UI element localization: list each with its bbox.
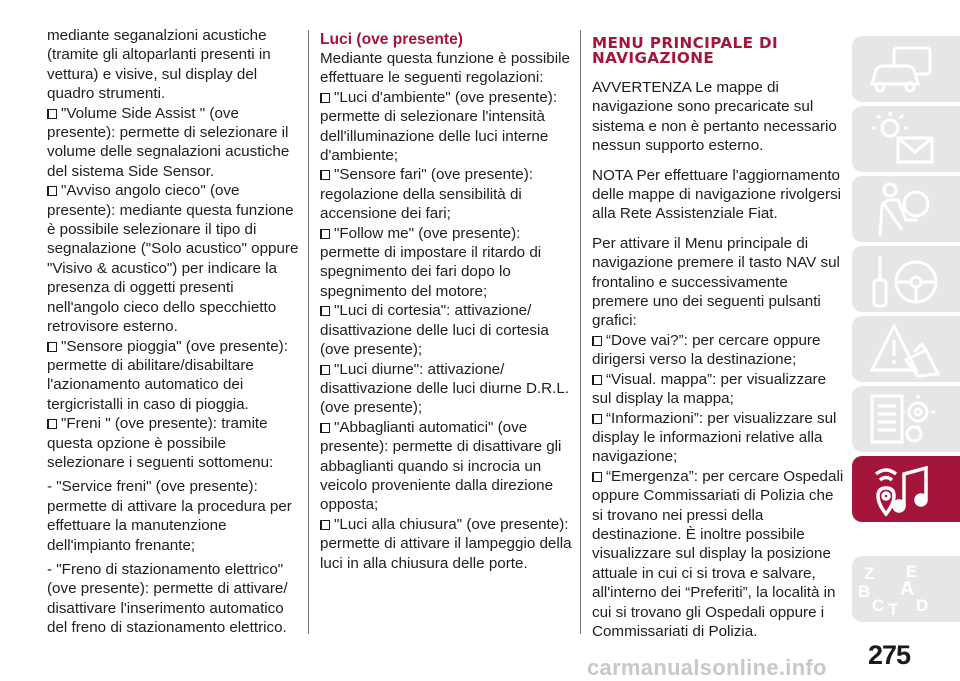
bullet-square-icon <box>320 423 330 433</box>
seatbelt-airbag-icon <box>866 180 946 240</box>
bullet-square-icon <box>592 472 602 482</box>
paragraph: - "Freno di stazionamento elettrico" (ove presente): permette di attivare/ disattivare l'inserimento automatico del freno di stazionamento elettrico. <box>47 560 288 637</box>
paragraph: - "Service freni" (ove presente): permette di attivare la procedura per effettuare la manutenzione dell'impianto frenante; <box>47 478 292 554</box>
section-heading: MENU PRINCIPALE DI NAVIGAZIONE <box>592 34 779 67</box>
page-number: 275 <box>868 640 911 670</box>
index-letter: B <box>858 582 871 601</box>
sidebar-tab-key-steering-wheel[interactable] <box>852 246 960 312</box>
maintenance-gears-icon <box>866 390 946 450</box>
footer-watermark[interactable]: carmanualsonline.info <box>587 655 827 680</box>
bullet-square-icon <box>592 336 602 346</box>
bullet-item: "Follow me" (ove presente): permette di impostare il ritardo di spegnimento dei fari dopo lo spegnimento del motore; <box>320 224 542 300</box>
index-letter: C <box>872 596 885 615</box>
warning-paragraph: AVVERTENZA Le mappe di navigazione sono precaricate sul sistema e non è pertanto necessario nessun supporto esterno. <box>592 79 837 155</box>
warning-lights-icon <box>866 110 946 170</box>
bullet-square-icon <box>592 375 602 385</box>
bullet-item: “Visual. mappa”: per visualizzare sul display la mappa; <box>592 370 827 408</box>
bullet-item: "Luci alla chiusura" (ove presente): permette di attivare il lampeggio della luci in alla chiusura delle porte. <box>320 515 572 572</box>
section-heading: Luci (ove presente) <box>320 31 463 48</box>
bullet-item: "Sensore pioggia" (ove presente): permette di abilitare/disabiltare l'azionamento automatico dei tergicristalli in caso di pioggia. <box>47 337 288 413</box>
bullet-item: "Freni " (ove presente): tramite questa opzione è possibile selezionare i seguenti sottomenu: <box>47 415 274 471</box>
paragraph: Mediante questa funzione è possibile effettuare le seguenti regolazioni: <box>320 50 570 87</box>
bullet-item: "Avviso angolo cieco" (ove presente): mediante questa funzione è possibile selezionare il tipo di segnalazione ("Solo acustico" oppure "Visivo & acustico") per indicare la presenza di oggetti presenti nell'angolo cieco dello specchietto retrovisore esterno. <box>47 182 299 336</box>
bullet-item: "Abbaglianti automatici" (ove presente): permette di disattivare gli abbaglianti quando si incrocia un veicolo proveniente dalla direzione opposta; <box>320 418 562 514</box>
column-divider <box>308 30 309 634</box>
paragraph: Per attivare il Menu principale di navigazione premere il tasto NAV sul frontalino e successivamente premere uno dei seguenti pulsanti grafici: <box>592 234 840 330</box>
sidebar-tab-multimedia-navigation[interactable] <box>852 456 960 522</box>
index-letter: T <box>888 600 899 619</box>
bullet-item: “Emergenza”: per cercare Ospedali oppure Commissariati di Polizia che si trovano nei pressi della destinazione. È inoltre possibile visualizzare sul display la posizione attuale in cui ci si trova e salvare, all'interno dei “Preferiti”, la località in cui si trovano gli Ospedali oppure i Commissariati di Polizia. <box>592 467 844 640</box>
sidebar-tab-seatbelt-airbag[interactable] <box>852 176 960 242</box>
paragraph: mediante seganalzioni acustiche (tramite gli altoparlanti presenti in vettura) e visive, sul display del quadro strumenti. <box>47 27 271 103</box>
column-divider <box>580 30 581 634</box>
bullet-square-icon <box>320 306 330 316</box>
sidebar-tab-warning-lights[interactable] <box>852 106 960 172</box>
bullet-square-icon <box>320 365 330 375</box>
index-letter: Z <box>864 564 875 583</box>
sidebar-tab-maintenance[interactable] <box>852 386 960 452</box>
key-steering-wheel-icon <box>866 250 946 310</box>
bullet-square-icon <box>320 229 330 239</box>
bullet-square-icon <box>320 520 330 530</box>
bullet-square-icon <box>47 109 57 119</box>
sidebar-tab-car-info[interactable] <box>852 36 960 102</box>
bullet-square-icon <box>320 93 330 103</box>
bullet-item: “Informazioni”: per visualizzare sul display le informazioni relative alla navigazione; <box>592 409 837 466</box>
bullet-square-icon <box>47 186 57 196</box>
bullet-square-icon <box>320 170 330 180</box>
note-paragraph: NOTA Per effettuare l'aggiornamento delle mappe di navigazione rivolgersi alla Rete Assistenziale Fiat. <box>592 166 842 223</box>
bullet-square-icon <box>47 419 57 429</box>
bullet-item: "Volume Side Assist " (ove presente): permette di selezionare il volume delle segnalazioni acustiche del sistema Side Sensor. <box>47 104 290 180</box>
car-info-icon <box>866 40 946 100</box>
bullet-square-icon <box>592 414 602 424</box>
text-column-1 <box>47 26 299 638</box>
bullet-item: "Sensore fari" (ove presente): regolazione della sensibilità di accensione dei fari; <box>320 166 534 223</box>
index-letter: E <box>906 562 918 581</box>
sidebar-tab-breakdown-warning[interactable] <box>852 316 960 382</box>
bullet-item: "Luci di cortesia": attivazione/ disattivazione delle luci di cortesia (ove presente); <box>320 302 549 359</box>
bullet-item: "Luci d'ambiente" (ove presente): permette di selezionare l'intensità dell'illuminazione delle luci interne d'ambiente; <box>320 88 558 165</box>
text-column-3 <box>592 30 844 641</box>
text-column-2 <box>320 30 572 573</box>
bullet-item: "Luci diurne": attivazione/ disattivazione delle luci diurne D.R.L. (ove presente); <box>320 360 570 417</box>
breakdown-warning-icon <box>866 320 946 380</box>
sidebar-tab-alphabetical-index[interactable] <box>852 556 960 622</box>
index-letter: D <box>916 596 929 615</box>
bullet-item: “Dove vai?”: per cercare oppure dirigersi verso la destinazione; <box>592 331 821 369</box>
bullet-square-icon <box>47 342 57 352</box>
multimedia-navigation-icon <box>866 460 946 520</box>
index-letter: A <box>900 578 915 600</box>
